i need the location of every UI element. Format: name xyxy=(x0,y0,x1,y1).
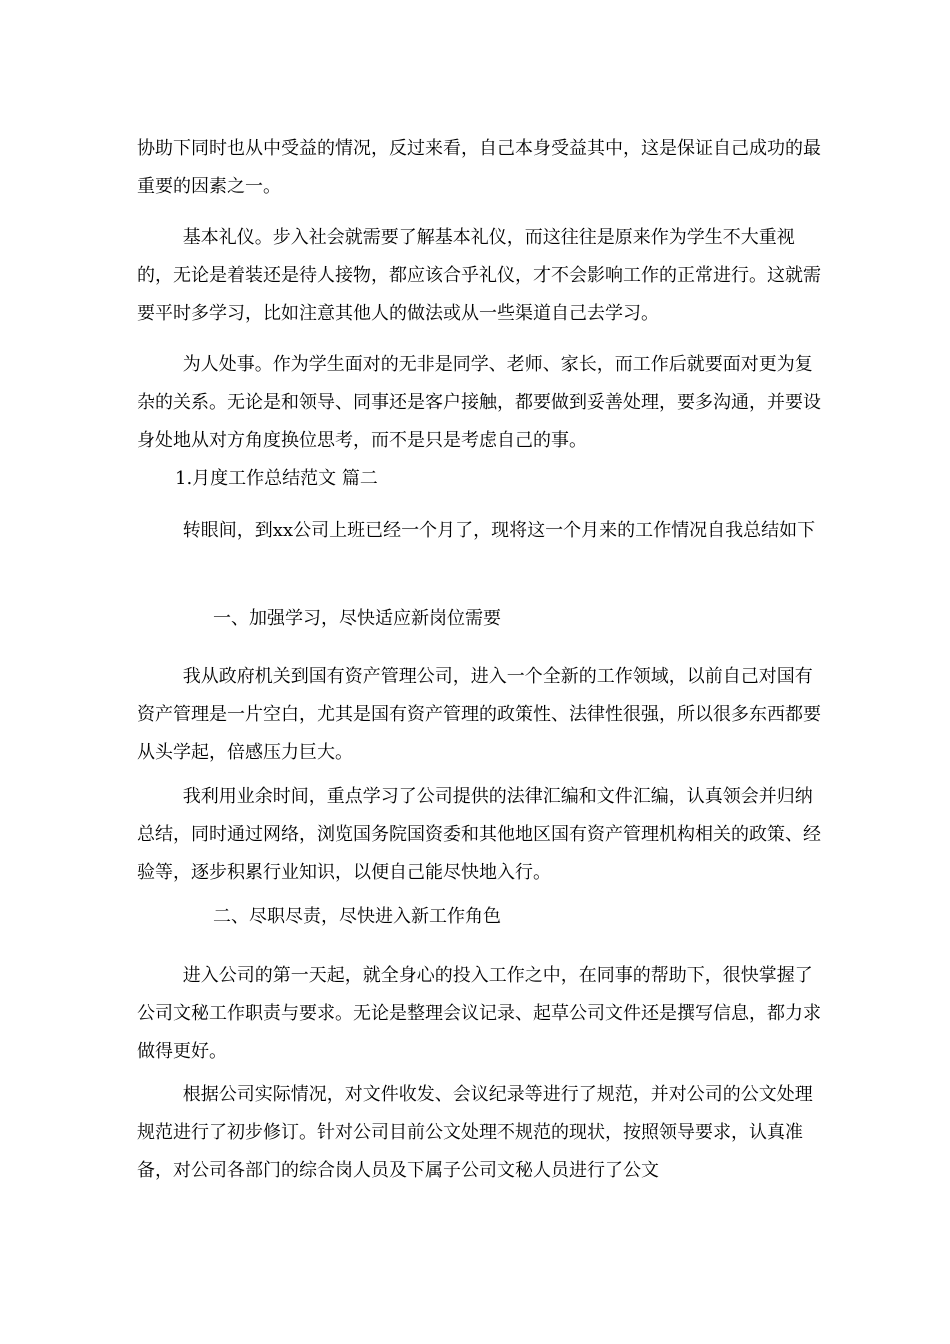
subheading-learning: 一、加强学习，尽快适应新岗位需要 xyxy=(213,608,501,629)
section-heading-part-two: 1.月度工作总结范文 篇二 xyxy=(175,468,378,489)
paragraph-intro-continuation: 协助下同时也从中受益的情况，反过来看，自己本身受益其中，这是保证自己成功的最重要的因素之一。 xyxy=(137,138,821,197)
paragraph-interpersonal: 为人处事。作为学生面对的无非是同学、老师、家长，而工作后就要面对更为复杂的关系。无论是和领导、同事还是客户接触，都要做到妥善处理，要多沟通，并要设身处地从对方角度换位思考，而不是只是考虑自己的事。 xyxy=(137,354,821,451)
paragraph-first-day: 进入公司的第一天起，就全身心的投入工作之中，在同事的帮助下，很快掌握了公司文秘工作职责与要求。无论是整理会议记录、起草公司文件还是撰写信息，都力求做得更好。 xyxy=(137,965,821,1062)
paragraph-summary-intro: 转眼间，到xx公司上班已经一个月了，现将这一个月来的工作情况自我总结如下 xyxy=(137,520,816,541)
subheading-responsibility: 二、尽职尽责，尽快进入新工作角色 xyxy=(213,906,501,927)
paragraph-basic-etiquette: 基本礼仪。步入社会就需要了解基本礼仪，而这往往是原来作为学生不大重视的，无论是着装还是待人接物，都应该合乎礼仪，才不会影响工作的正常进行。这就需要平时多学习，比如注意其他人的做法或从一些渠道自己去学习。 xyxy=(137,227,821,324)
paragraph-document-standards: 根据公司实际情况，对文件收发、会议纪录等进行了规范，并对公司的公文处理规范进行了初步修订。针对公司目前公文处理不规范的现状，按照领导要求，认真准备，对公司各部门的综合岗人员及下属子公司文秘人员进行了公文 xyxy=(137,1084,813,1181)
paragraph-self-study: 我利用业余时间，重点学习了公司提供的法律汇编和文件汇编，认真领会并归纳总结，同时通过网络，浏览国务院国资委和其他地区国有资产管理机构相关的政策、经验等，逐步积累行业知识，以便自己能尽快地入行。 xyxy=(137,786,821,883)
paragraph-new-field: 我从政府机关到国有资产管理公司，进入一个全新的工作领域，以前自己对国有资产管理是一片空白，尤其是国有资产管理的政策性、法律性很强，所以很多东西都要从头学起，倍感压力巨大。 xyxy=(137,666,821,763)
